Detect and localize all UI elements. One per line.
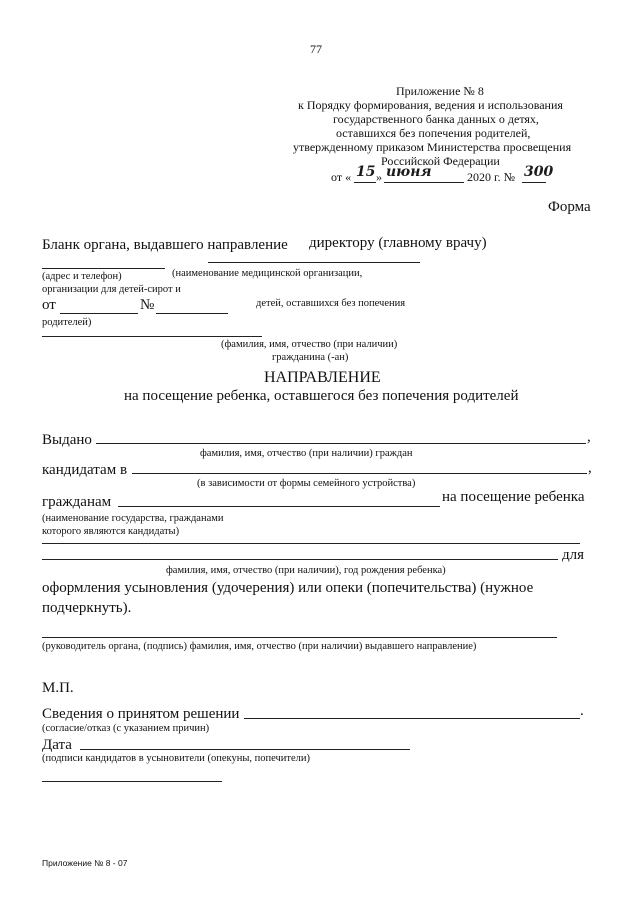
state-hint-2: которого являются кандидаты) [42,526,180,537]
head-signature-hint: (руководитель органа, (подпись) фамилия, имя, отчество (при наличии) выдавшего направление) [42,641,477,652]
appendix-line: к Порядку формирования, ведения и использования [298,98,563,112]
decision-end: . [580,703,584,719]
fio-hint: (фамилия, имя, отчество (при наличии) [221,339,398,350]
issued-hint: фамилия, имя, отчество (при наличии) граждан [200,448,413,459]
citizens-label: гражданам [42,494,112,510]
visit-child-label: на посещение ребенка [442,489,585,505]
orphans-org-hint: организации для детей-сирот и [42,284,181,295]
seal-label: М.П. [42,680,74,696]
appendix-line: оставшихся без попечения родителей, [336,126,531,140]
document-title: НАПРАВЛЕНИЕ [264,369,381,386]
adoption-text-line2: подчеркнуть). [42,600,132,616]
state-hint: (наименование государства, гражданами [42,513,224,524]
appendix-line: государственного банка данных о детях, [333,112,539,126]
issuer-blank-label: Бланк органа, выдавшего направление [42,237,288,253]
children-hint: детей, оставшихся без попечения [256,298,406,309]
med-org-hint: (наименование медицинской организации, [172,268,363,279]
date-label: Дата [42,737,72,753]
for-label: для [562,547,585,563]
decision-label: Сведения о принятом решении [42,706,240,722]
candidates-label: кандидатам в [42,462,128,478]
address-phone-hint: (адрес и телефон) [42,271,122,282]
candidates-hint: (в зависимости от формы семейного устройства) [197,478,416,489]
parents-hint: родителей) [42,317,92,328]
footer-code: Приложение № 8 - 07 [42,858,128,868]
comma: , [587,429,591,445]
ot-label: от [42,297,56,313]
comma: , [588,460,592,476]
child-hint: фамилия, имя, отчество (при наличии), год рождения ребенка) [166,565,446,576]
document-subtitle: на посещение ребенка, оставшегося без попечения родителей [124,388,519,404]
number-label: № [140,297,155,313]
appendix-date-number: 300 [524,164,554,180]
appendix-date-mid: » [376,170,382,184]
page-number: 77 [310,42,322,56]
consent-hint: (согласие/отказ (с указанием причин) [42,723,210,734]
adoption-text-line1: оформления усыновления (удочерения) или опеки (попечительства) (нужное [42,580,534,596]
signatures-hint: (подписи кандидатов в усыновители (опекуны, попечители) [42,753,311,764]
appendix-title: Приложение № 8 [396,84,484,98]
appendix-date-month: июня [386,164,432,180]
form-label: Форма [548,199,591,215]
director-label: директору (главному врачу) [309,235,487,251]
issued-label: Выдано [42,432,92,448]
citizen-hint: гражданина (-ан) [272,352,349,363]
appendix-date-prefix: от « [331,170,352,184]
appendix-date-year: 2020 г. № [467,170,516,184]
appendix-line: Российской Федерации [381,154,500,168]
appendix-line: утвержденному приказом Министерства просвещения [293,140,572,154]
appendix-date-day: 15 [356,164,376,180]
